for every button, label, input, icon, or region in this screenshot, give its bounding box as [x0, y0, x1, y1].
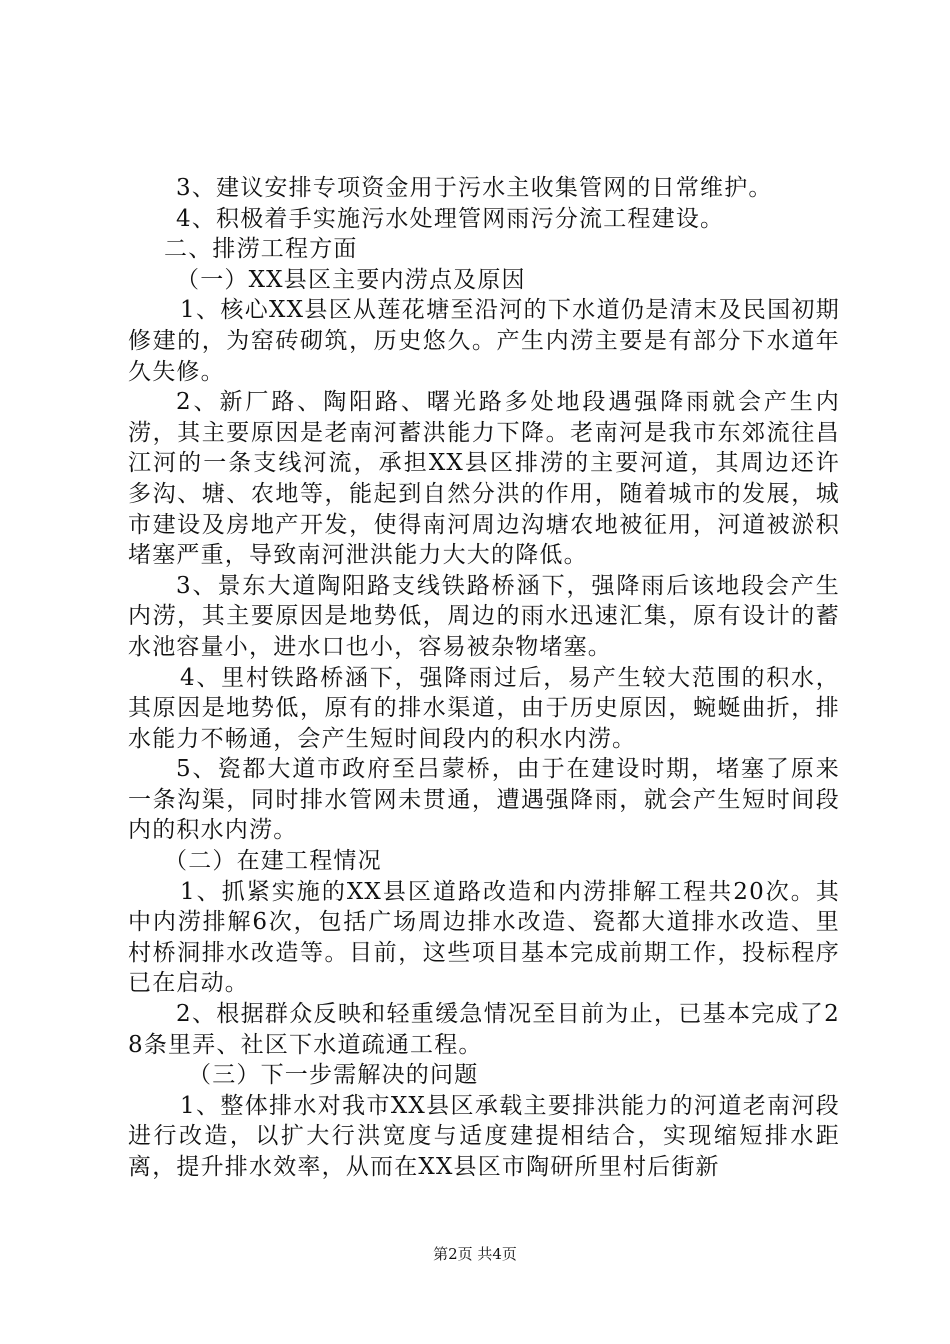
paragraph-item-3: 3、景东大道陶阳路支线铁路桥涵下，强降雨后该地段会产生内涝，其主要原因是地势低，周边的雨水迅速汇集，原有设计的蓄水池容量小，进水口也小，容易被杂物堵塞。 — [128, 572, 840, 660]
paragraph-item-5: 5、瓷都大道市政府至吕蒙桥，由于在建设时期，堵塞了原来一条沟渠，同时排水管网未贯通，遭遇强降雨，就会产生短时间段内的积水内涝。 — [128, 756, 840, 844]
subsection-heading-next-steps: （三）下一步需解决的问题 — [188, 1062, 479, 1089]
paragraph-project-1: 1、抓紧实施的XX县区道路改造和内涝排解工程共20次。其中内涝排解6次，包括广场周边排水改造、瓷都大道排水改造、里村桥洞排水改造等。目前，这些项目基本完成前期工作，投标程序已在启动。 — [128, 878, 840, 997]
paragraph-next-step-1: 1、整体排水对我市XX县区承载主要排洪能力的河道老南河段进行改造，以扩大行洪宽度与适度建提相结合，实现缩短排水距离，提升排水效率，从而在XX县区市陶研所里村后街新 — [128, 1092, 840, 1180]
subsection-heading-waterlogging-points: （一）XX县区主要内涝点及原因 — [176, 266, 526, 293]
paragraph-project-2: 2、根据群众反映和轻重缓急情况至目前为止，已基本完成了28条里弄、社区下水道疏通工程。 — [128, 1001, 840, 1058]
paragraph-item-1: 1、核心XX县区从莲花塘至沿河的下水道仍是清末及民国初期修建的，为窑砖砌筑，历史悠久。产生内涝主要是有部分下水道年久失修。 — [128, 297, 840, 385]
subsection-heading-projects: （二）在建工程情况 — [164, 848, 382, 875]
paragraph-item-4: 4、里村铁路桥涵下，强降雨过后，易产生较大范围的积水，其原因是地势低，原有的排水渠道，由于历史原因，蜿蜒曲折，排水能力不畅通，会产生短时间段内的积水内涝。 — [128, 664, 840, 752]
paragraph-maintenance-funding: 3、建议安排专项资金用于污水主收集管网的日常维护。 — [176, 175, 773, 201]
section-heading-drainage: 二、排涝工程方面 — [164, 236, 358, 263]
paragraph-item-2: 2、新厂路、陶阳路、曙光路多处地段遇强降雨就会产生内涝，其主要原因是老南河蓄洪能力下降。老南河是我市东郊流往昌江河的一条支线河流，承担XX县区排涝的主要河道，其周边还许多沟、塘、农地等，能起到自然分洪的作用，随着城市的发展，城市建设及房地产开发，使得南河周边沟塘农地被征用，河道被淤积堵塞严重，导致南河泄洪能力大大的降低。 — [128, 389, 840, 569]
page-number-footer: 第2页 共4页 — [433, 1245, 517, 1263]
document-body — [128, 173, 840, 1183]
paragraph-rain-sewage-separation: 4、积极着手实施污水处理管网雨污分流工程建设。 — [176, 205, 725, 232]
